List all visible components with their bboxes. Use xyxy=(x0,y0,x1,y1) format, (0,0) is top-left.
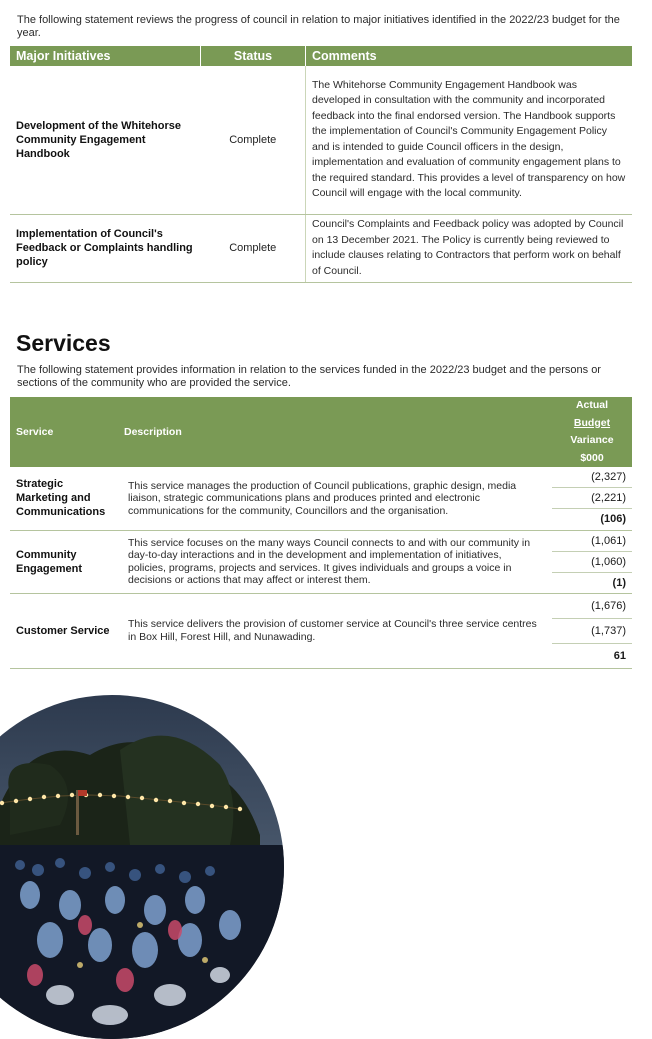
variance-value: 61 xyxy=(613,649,626,662)
budget-value: (1,060) xyxy=(552,552,632,573)
budget-value: (1,737) xyxy=(552,619,632,644)
header-budget: Budget xyxy=(573,416,611,429)
service-description: This service delivers the provision of customer service at Council's three service centres in Box Hill, Forest Hill, and Nunawading. xyxy=(118,593,552,668)
variance-value: (106) xyxy=(600,513,626,526)
service-description: This service focuses on the many ways Council connects to and with our community in day-to-day interactions and in the development and implementation of initiatives, policies, programs, projects and services. It gives individuals and groups a voice in decisions or actions that may affect or interest them. xyxy=(118,530,552,593)
service-name: Customer Service xyxy=(10,593,118,668)
service-name: Strategic Marketing and Communications xyxy=(10,467,118,530)
column-header-initiative: Major Initiatives xyxy=(10,46,201,66)
service-figures xyxy=(552,530,632,593)
initiative-status: Complete xyxy=(201,66,306,214)
initiative-name: Development of the Whitehorse Community Engagement Handbook xyxy=(10,66,201,214)
major-initiatives-table xyxy=(10,46,632,283)
actual-value: (1,061) xyxy=(552,531,632,552)
column-header-service: Service xyxy=(10,397,118,467)
table-header-row xyxy=(10,397,632,467)
services-heading: Services xyxy=(16,330,111,356)
service-figures xyxy=(552,467,632,530)
header-actual: Actual xyxy=(575,399,609,411)
column-header-status: Status xyxy=(201,46,306,66)
services-intro: The following statement provides information in relation to the services funded in the 2022/23 budget and the persons or sections of the community who are provided the service. xyxy=(17,364,601,389)
service-name: Community Engagement xyxy=(10,530,118,593)
initiative-status: Complete xyxy=(201,214,306,282)
initiative-name: Implementation of Council's Feedback or Complaints handling policy xyxy=(10,214,201,282)
table-row xyxy=(10,530,632,593)
initiative-comment: The Whitehorse Community Engagement Handbook was developed in consultation with the community and incorporated feedback into the final endorsed version. The Handbook supports the implementation of Council's Community Engagement Policy and is intended to guide Council officers in the design, implementation and evaluation of community engagement plans to the required standard. This provides a level of transparency on how Council will engage with the local community. xyxy=(306,66,633,214)
service-figures xyxy=(552,593,632,668)
table-row xyxy=(10,214,632,282)
service-description: This service manages the production of Council publications, graphic design, media liaison, strategic communications plans and produces printed and electronic communications for the community, Councillors and the organisation. xyxy=(118,467,552,530)
header-variance: Variance xyxy=(570,434,614,446)
actual-value: (1,676) xyxy=(552,594,632,619)
header-unit: $000 xyxy=(580,451,604,464)
services-table xyxy=(10,397,632,669)
table-row xyxy=(10,593,632,668)
initiative-comment: Council's Complaints and Feedback policy was adopted by Council on 13 December 2021. The Policy is currently being reviewed to include clauses relating to Contractors that perform work on behalf of Council. xyxy=(306,214,633,282)
table-header-row xyxy=(10,46,632,66)
crowd-photo-illustration xyxy=(0,695,284,1039)
variance-value: (1) xyxy=(612,576,626,589)
budget-value: (2,221) xyxy=(552,488,632,509)
table-row xyxy=(10,66,632,214)
event-crowd-photo xyxy=(0,695,284,1039)
initiatives-intro: The following statement reviews the progress of council in relation to major initiatives identified in the 2022/23 budget for the year. xyxy=(17,14,620,39)
table-row xyxy=(10,467,632,530)
column-header-description: Description xyxy=(118,397,552,467)
column-header-comments: Comments xyxy=(306,46,633,66)
actual-value: (2,327) xyxy=(552,467,632,488)
column-header-figures xyxy=(552,397,632,467)
